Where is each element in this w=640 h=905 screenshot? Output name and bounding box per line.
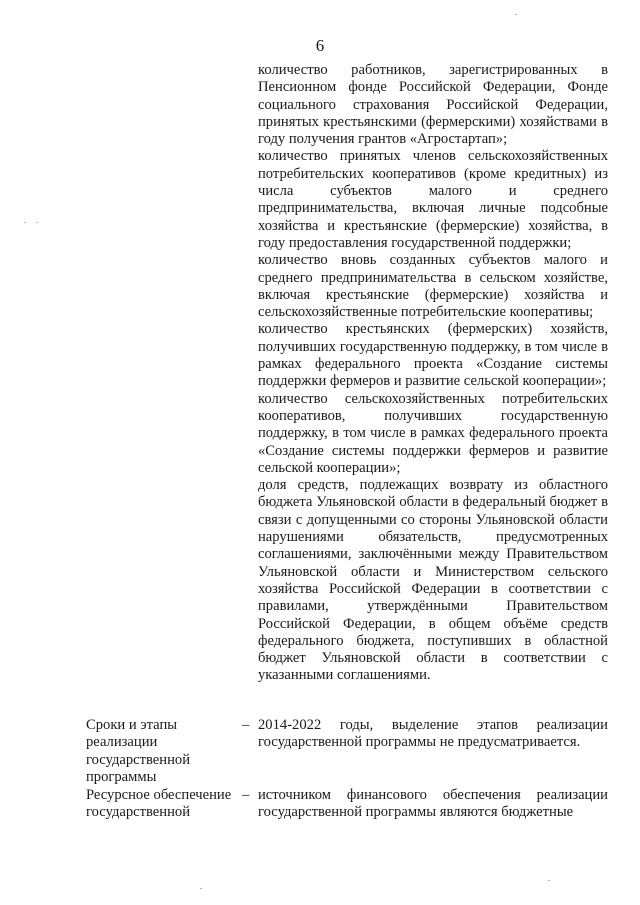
resources-value: источником финансового обеспечения реализации государственной программы являются бюджетные — [258, 787, 608, 821]
indicator-item: количество вновь созданных субъектов малого и среднего предпринимательства в сельском хозяйстве, включая крестьянские (фермерские) хозяйства и сельскохозяйственные потребительские кооперативы; — [258, 252, 608, 321]
indicator-item: доля средств, подлежащих возврату из областного бюджета Ульяновской области в федеральный бюджет в связи с допущенными со стороны Ульяновской области нарушениями обязательств, предусмотренных соглашениями, заключёнными между Правительством Ульяновской области и Министерством сельского хозяйства Российской Федерации в соответствии с правилами, утверждёнными Правительством Российской Федерации, в общем объёме средств федерального бюджета, поступивших в областной бюджет Ульяновской области в соответствии с указанными соглашениями. — [258, 477, 608, 684]
indicator-item: количество сельскохозяйственных потребительских кооперативов, получивших государственную поддержку, в том числе в рамках федерального проекта «Создание системы поддержки фермеров и развитие сельской кооперации»; — [258, 390, 608, 476]
indicators-list — [258, 62, 608, 685]
timing-value: 2014-2022 годы, выделение этапов реализации государственной программы не предусматривается. — [258, 717, 608, 751]
scan-speck — [24, 222, 26, 223]
timing-label: Сроки и этапы реализации государственной программы — [86, 717, 191, 785]
resources-dash: – — [242, 787, 250, 803]
scan-speck — [200, 888, 202, 889]
indicator-item: количество работников, зарегистрированных в Пенсионном фонде Российской Федерации, Фонде социального страхования Российской Федерации, принятых крестьянскими (фермерскими) хозяйствами в году получения грантов «Агростартап»; — [258, 62, 608, 148]
timing-dash: – — [242, 717, 250, 733]
indicator-item: количество принятых членов сельскохозяйственных потребительских кооперативов (кроме кредитных) из числа субъектов малого и среднего предпринимательства, включая личные подсобные хозяйства и крестьянские (фермерские) хозяйства, в году предоставления государственной поддержки; — [258, 148, 608, 251]
scan-speck — [515, 14, 517, 15]
scan-speck — [548, 880, 550, 881]
resources-label: Ресурсное обеспечение государственной — [86, 787, 232, 821]
indicator-item: количество крестьянских (фермерских) хозяйств, получивших государственную поддержку, в том числе в рамках федерального проекта «Создание системы поддержки фермеров и развитие сельской кооперации»; — [258, 321, 608, 390]
scan-speck — [36, 222, 38, 223]
page-number: 6 — [315, 36, 325, 55]
